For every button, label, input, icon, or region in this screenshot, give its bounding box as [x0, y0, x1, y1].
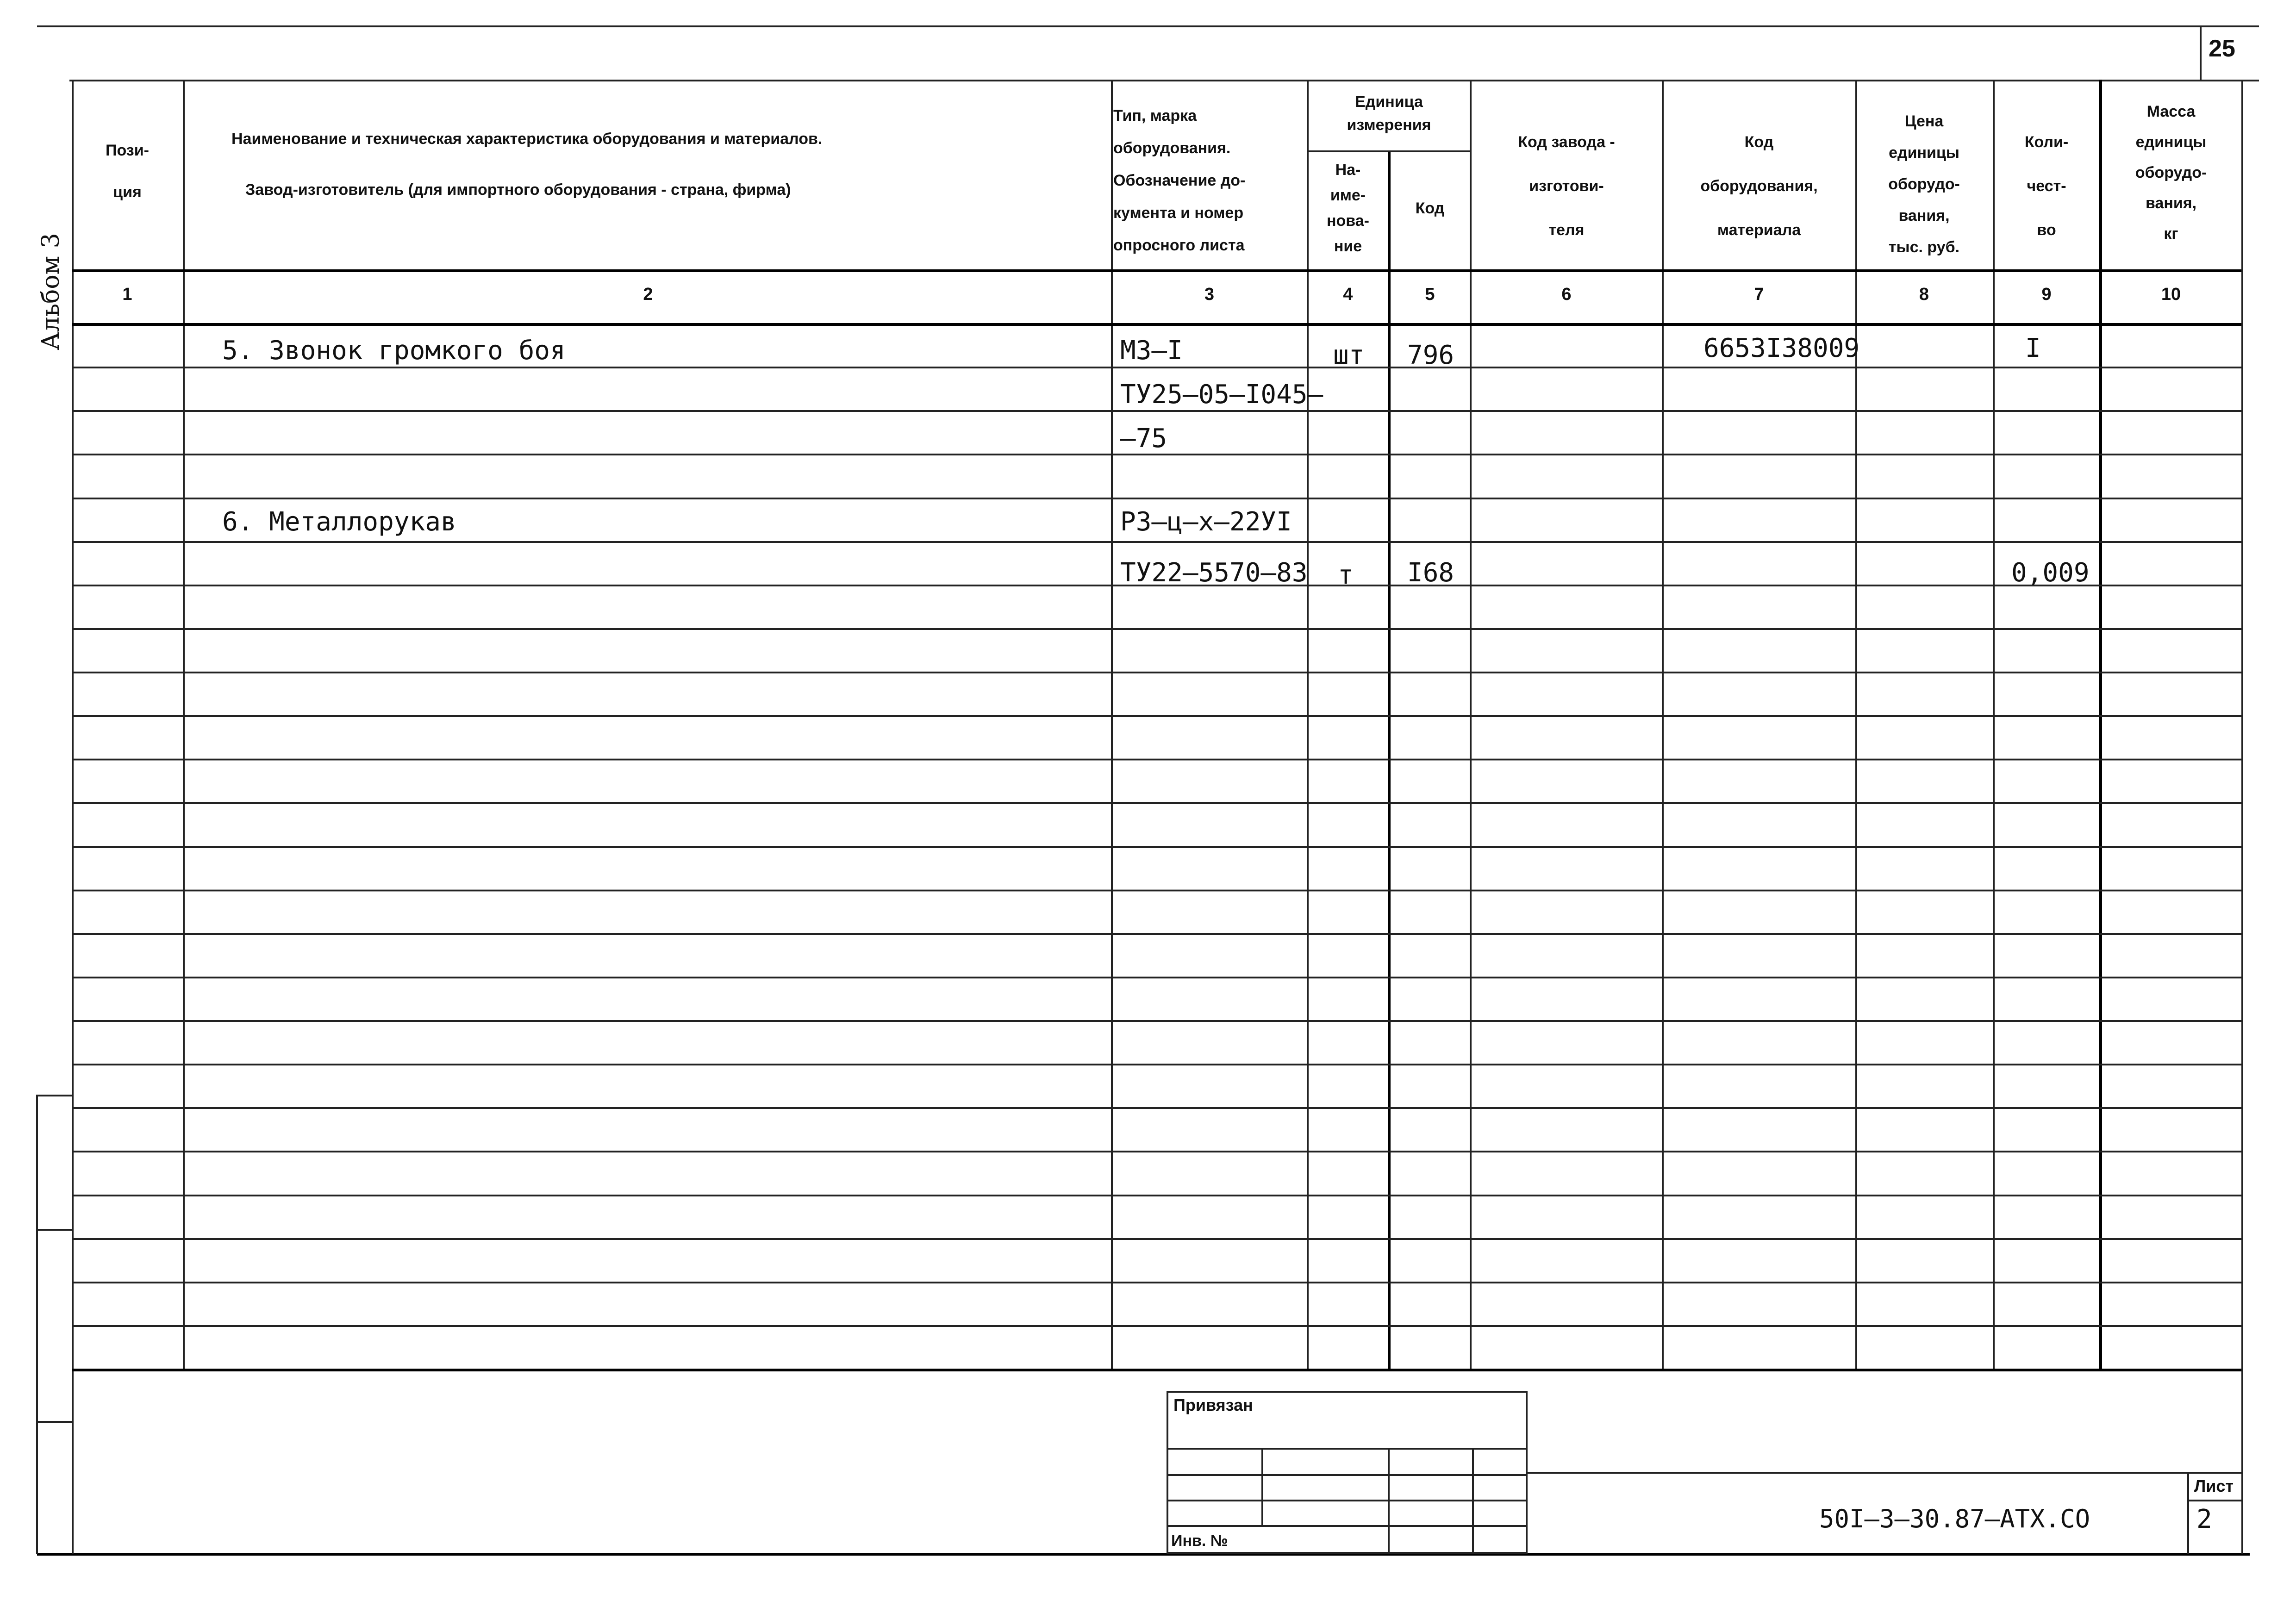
- row1-qty: I: [2025, 333, 2041, 363]
- row3-type: –75: [1120, 423, 1167, 454]
- bottom-border: [37, 1553, 2250, 1556]
- row5-type: ТУ22–5570–83: [1120, 558, 1308, 588]
- col-line-2: [1111, 80, 1113, 1369]
- col-number-6: 6: [1561, 285, 1572, 304]
- header-mass: Масса единицы оборудо- вания, кг: [2135, 103, 2207, 243]
- table-row-line: [72, 802, 2241, 804]
- table-body-bottom: [72, 1369, 2241, 1371]
- sheet-label: Лист: [2194, 1476, 2234, 1495]
- stamp-vline-2: [1388, 1448, 1390, 1554]
- row5-unit: т: [1338, 560, 1354, 590]
- titleblock-sheet-line: [2187, 1500, 2241, 1501]
- binding-strip-left: [36, 1095, 38, 1554]
- col-line-8: [1993, 80, 1995, 1369]
- titleblock-top: [1528, 1472, 2241, 1474]
- stamp-vline-3: [1472, 1448, 1474, 1554]
- header-quantity: Коли- чест- во: [2024, 133, 2069, 239]
- unit-group-divider: [1307, 150, 1470, 152]
- table-row-line: [72, 977, 2241, 978]
- col-number-5: 5: [1425, 285, 1435, 304]
- table-row-line: [72, 454, 2241, 455]
- table-row-line: [72, 1151, 2241, 1152]
- header-unit-code: Код: [1415, 199, 1445, 217]
- header-bottom: [72, 269, 2241, 272]
- col-number-4: 4: [1343, 285, 1353, 304]
- col-line-3: [1307, 80, 1309, 1369]
- row4-type: РЗ–ц–х–22УI: [1120, 507, 1292, 537]
- header-name-line2: Завод-изготовитель (для импортного оборудования - страна, фирма): [245, 181, 791, 199]
- table-row-line: [72, 1107, 2241, 1109]
- col-number-7: 7: [1754, 285, 1764, 304]
- table-row-line: [72, 672, 2241, 673]
- header-factory-code: Код завода - изготови- теля: [1518, 133, 1615, 239]
- col-line-7: [1855, 80, 1857, 1369]
- col-line-5: [1470, 80, 1472, 1369]
- stamp-inv-label: Инв. №: [1171, 1532, 1228, 1550]
- row1-name: 5. Звонок громкого боя: [222, 336, 566, 366]
- right-frame-line: [2241, 80, 2243, 1554]
- top-rule: [37, 25, 2259, 27]
- col-number-9: 9: [2041, 285, 2052, 304]
- table-row-line: [72, 1238, 2241, 1240]
- binding-line-2: [36, 1229, 73, 1231]
- table-row-line: [72, 933, 2241, 935]
- titleblock-sheet-divider: [2187, 1472, 2189, 1554]
- col-line-9: [2099, 80, 2102, 1369]
- col-line-6: [1662, 80, 1664, 1369]
- side-label: Альбом 3: [37, 233, 65, 350]
- table-row-line: [72, 1325, 2241, 1327]
- table-row-line: [72, 541, 2241, 543]
- row1-unit: шт: [1333, 340, 1365, 370]
- table-row-line: [72, 1282, 2241, 1283]
- row1-code: 796: [1407, 340, 1454, 370]
- col-number-1: 1: [122, 285, 132, 304]
- header-unit-group: Единица измерения: [1347, 93, 1431, 134]
- table-row-line: [72, 628, 2241, 630]
- row4-name: 6. Металлорукав: [222, 507, 456, 537]
- row5-code: I68: [1407, 558, 1454, 588]
- binding-line-1: [36, 1095, 73, 1096]
- table-row-line: [72, 759, 2241, 760]
- sheet-number: 2: [2196, 1504, 2212, 1534]
- table-row-line: [72, 846, 2241, 848]
- table-row-line: [72, 890, 2241, 891]
- col-number-8: 8: [1919, 285, 1929, 304]
- row1-type: МЗ–I: [1120, 336, 1183, 366]
- table-row-line: [72, 1020, 2241, 1022]
- document-code: 50I–3–30.87–АТХ.СО: [1819, 1504, 2090, 1533]
- header-name-line1: Наименование и техническая характеристика оборудования и материалов.: [231, 130, 823, 148]
- sheet-top-number: 25: [2209, 35, 2235, 62]
- table-row-line: [72, 367, 2241, 368]
- header-unit-name: На- име- нова- ние: [1327, 161, 1369, 255]
- table-row-line: [72, 498, 2241, 499]
- row2-type: ТУ25–05–I045–: [1120, 380, 1323, 410]
- table-row-line: [72, 1064, 2241, 1065]
- stamp-bound-label: Привязан: [1173, 1395, 1253, 1414]
- table-row-line: [72, 410, 2241, 412]
- col-number-3: 3: [1204, 285, 1215, 304]
- col-line-1: [183, 80, 185, 1369]
- numbers-bottom: [72, 323, 2241, 326]
- row5-qty: 0,009: [2011, 558, 2090, 588]
- left-frame-line: [72, 80, 74, 1554]
- header-type: Тип, марка оборудования. Обозначение до- кумента и номер опросного листа: [1113, 107, 1246, 254]
- table-top-border: [69, 80, 2259, 81]
- binding-line-3: [36, 1421, 73, 1423]
- header-position: Пози- ция: [106, 142, 149, 201]
- col-number-2: 2: [643, 285, 653, 304]
- row1-equip-code: 6653I38009: [1703, 333, 1860, 363]
- header-equipment-code: Код оборудования, материала: [1700, 133, 1818, 239]
- table-row-line: [72, 715, 2241, 717]
- table-row-line: [72, 1195, 2241, 1196]
- header-price: Цена единицы оборудо- вания, тыс. руб.: [1888, 112, 1960, 256]
- sheet-box-left: [2200, 25, 2202, 80]
- col-number-10: 10: [2161, 285, 2181, 304]
- stamp-vline-1: [1261, 1448, 1263, 1525]
